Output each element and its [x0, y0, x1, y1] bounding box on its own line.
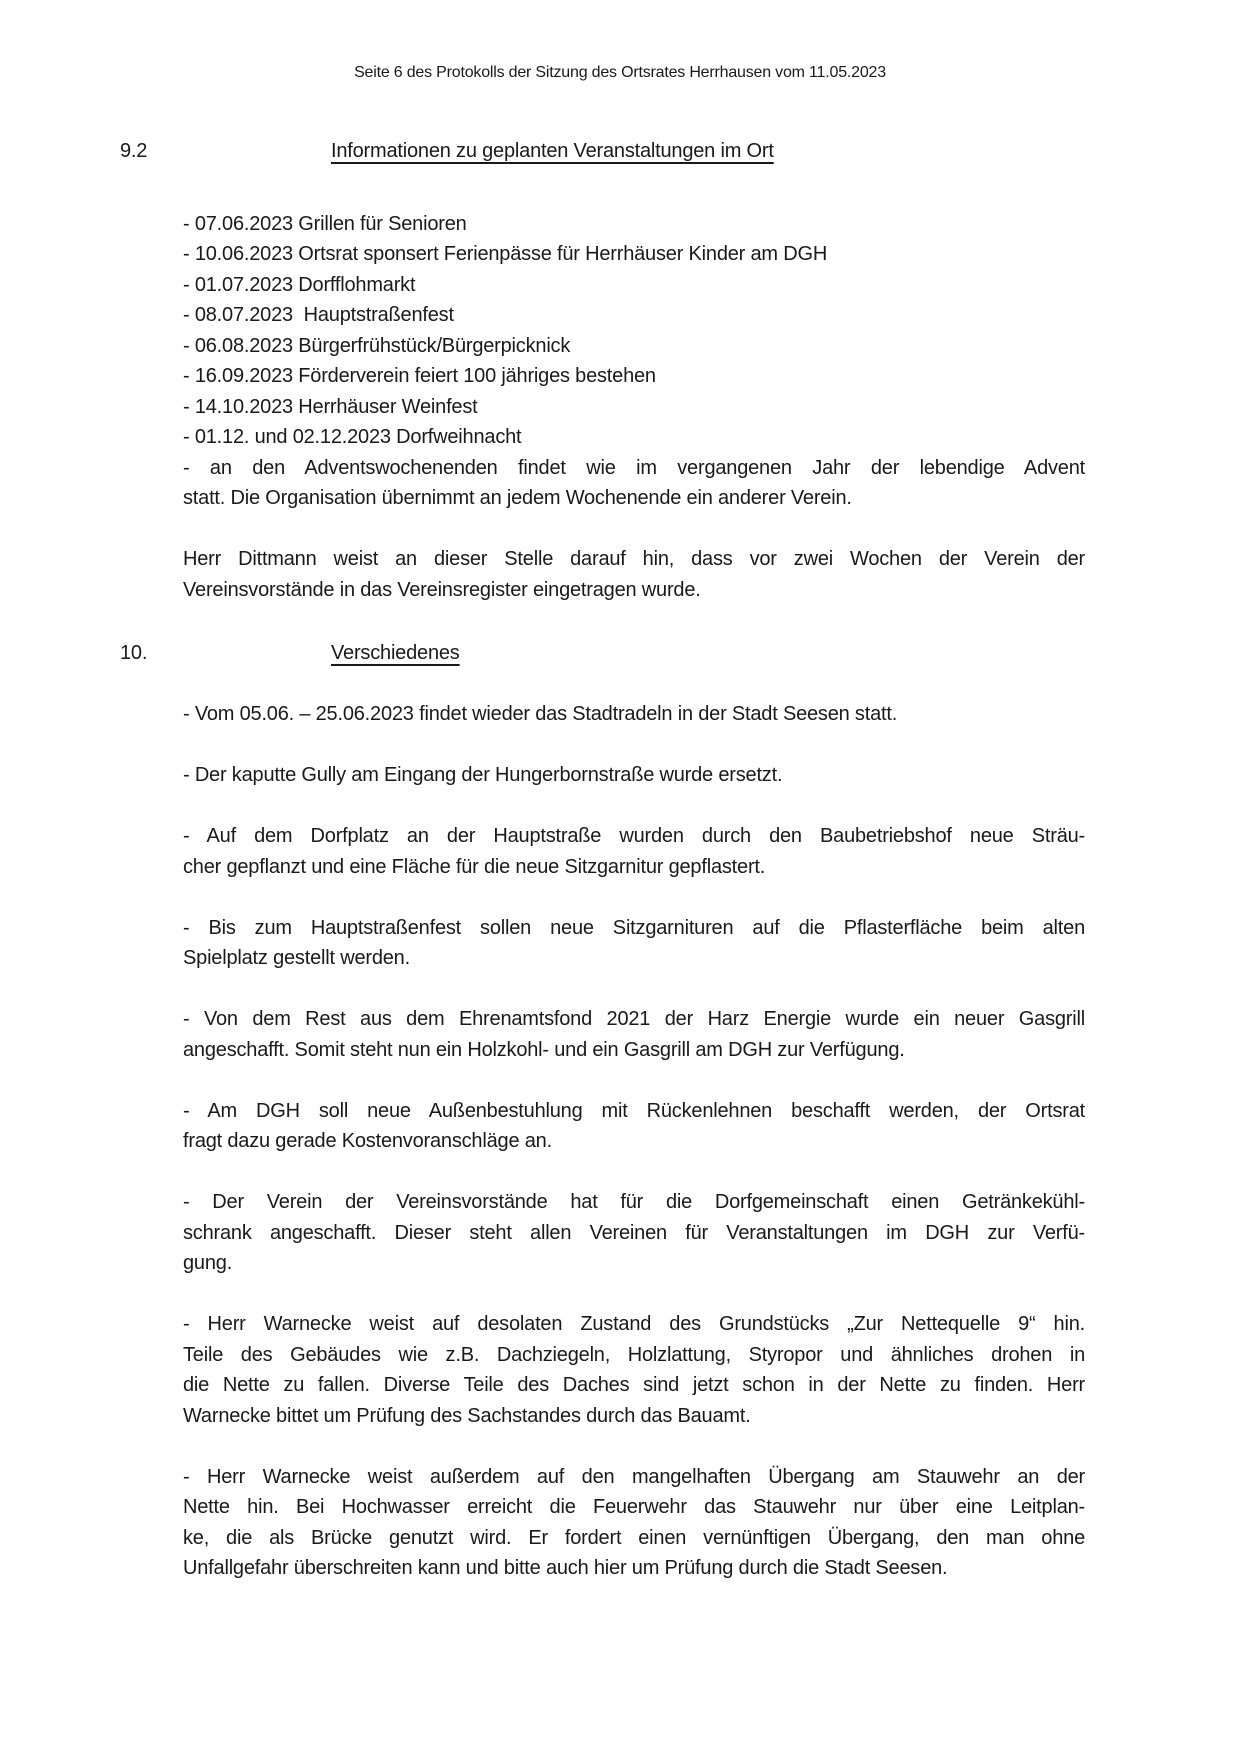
misc-item-nettequelle — [183, 1309, 1085, 1431]
list-item: - 07.06.2023 Grillen für Senioren — [183, 212, 467, 235]
paragraph-line: - Herr Warnecke weist außerdem auf den mangelhaften Übergang am Stauwehr an der — [183, 1465, 1085, 1488]
paragraph-line: - Herr Warnecke weist auf desolaten Zustand des Grundstücks „Zur Nettequelle 9“ hin. — [183, 1313, 1085, 1335]
dittmann-note — [183, 544, 1085, 605]
paragraph-line: cher gepflanzt und eine Fläche für die neue Sitzgarnitur gepflastert. — [183, 855, 766, 878]
paragraph-line: - Vom 05.06. – 25.06.2023 findet wieder das Stadtradeln in der Stadt Seesen statt. — [183, 703, 898, 725]
paragraph-line: die Nette zu fallen. Diverse Teile des Daches sind jetzt schon in der Nette zu finden. Herr — [183, 1374, 1085, 1396]
paragraph-line: Vereinsvorstände in das Vereinsregister eingetragen wurde. — [183, 578, 701, 601]
misc-item-sitzgarnituren — [183, 913, 1085, 974]
section-number: 9.2 — [120, 140, 148, 162]
paragraph-line: - Am DGH soll neue Außenbestuhlung mit Rückenlehnen beschafft werden, der Ortsrat — [183, 1099, 1085, 1122]
paragraph-line: Warnecke bittet um Prüfung des Sachstandes durch das Bauamt. — [183, 1404, 751, 1427]
paragraph-line: - Von dem Rest aus dem Ehrenamtsfond 2021 der Harz Energie wurde ein neuer Gasgrill — [183, 1008, 1085, 1030]
page-header: Seite 6 des Protokolls der Sitzung des Ortsrates Herrhausen vom 11.05.2023 — [354, 64, 886, 81]
list-item: - 01.12. und 02.12.2023 Dorfweihnacht — [183, 426, 522, 448]
list-item: - 01.07.2023 Dorfflohmarkt — [183, 273, 416, 296]
misc-item-gully — [183, 760, 1085, 791]
section-number: 10. — [120, 642, 148, 664]
paragraph-line: schrank angeschafft. Dieser steht allen Vereinen für Veranstaltungen im DGH zur Verfü- — [183, 1221, 1085, 1244]
paragraph-line: Teile des Gebäudes wie z.B. Dachziegeln, Holzlattung, Styropor und ähnliches drohen in — [183, 1343, 1085, 1366]
list-item: - an den Adventswochenenden findet wie im vergangenen Jahr der lebendige Advent — [183, 456, 1085, 479]
section-title: Informationen zu geplanten Veranstaltungen im Ort — [331, 140, 774, 162]
misc-item-dorfplatz — [183, 821, 1085, 882]
misc-item-aussenbestuhlung — [183, 1096, 1085, 1157]
misc-item-gasgrill — [183, 1004, 1085, 1065]
misc-item-kuehlschrank — [183, 1187, 1085, 1279]
paragraph-line: - Der kaputte Gully am Eingang der Hungerbornstraße wurde ersetzt. — [183, 764, 783, 786]
section-heading-misc — [120, 638, 1085, 669]
paragraph-line: - Auf dem Dorfplatz an der Hauptstraße wurden durch den Baubetriebshof neue Sträu- — [183, 825, 1085, 847]
list-item: - 14.10.2023 Herrhäuser Weinfest — [183, 395, 478, 418]
document-body — [120, 136, 1085, 1614]
events-list — [183, 209, 1085, 514]
list-item: - 16.09.2023 Förderverein feiert 100 jähriges bestehen — [183, 365, 656, 387]
list-item: - 08.07.2023 Hauptstraßenfest — [183, 304, 454, 326]
paragraph-line: ke, die als Brücke genutzt wird. Er fordert einen vernünftigen Übergang, den man ohne — [183, 1526, 1085, 1549]
misc-item-stadtradeln — [183, 699, 1085, 730]
misc-item-stauwehr — [183, 1462, 1085, 1584]
list-item: statt. Die Organisation übernimmt an jedem Wochenende ein anderer Verein. — [183, 487, 852, 509]
paragraph-line: Nette hin. Bei Hochwasser erreicht die Feuerwehr das Stauwehr nur über eine Leitplan- — [183, 1496, 1085, 1518]
paragraph-line: angeschafft. Somit steht nun ein Holzkohl- und ein Gasgrill am DGH zur Verfügung. — [183, 1038, 905, 1061]
paragraph-line: - Der Verein der Vereinsvorstände hat für die Dorfgemeinschaft einen Getränkekühl- — [183, 1191, 1085, 1213]
paragraph-line: - Bis zum Hauptstraßenfest sollen neue Sitzgarnituren auf die Pflasterfläche beim alten — [183, 916, 1085, 939]
list-item: - 06.08.2023 Bürgerfrühstück/Bürgerpicknick — [183, 334, 571, 357]
section-heading-events — [120, 136, 1085, 167]
section-title: Verschiedenes — [331, 642, 460, 664]
paragraph-line: fragt dazu gerade Kostenvoranschläge an. — [183, 1130, 552, 1152]
paragraph-line: Spielplatz gestellt werden. — [183, 947, 410, 969]
paragraph-line: gung. — [183, 1252, 233, 1274]
list-item: - 10.06.2023 Ortsrat sponsert Ferienpässe für Herrhäuser Kinder am DGH — [183, 243, 828, 265]
paragraph-line: Unfallgefahr überschreiten kann und bitte auch hier um Prüfung durch die Stadt Seesen. — [183, 1557, 948, 1579]
paragraph-line: Herr Dittmann weist an dieser Stelle darauf hin, dass vor zwei Wochen der Verein der — [183, 548, 1085, 570]
